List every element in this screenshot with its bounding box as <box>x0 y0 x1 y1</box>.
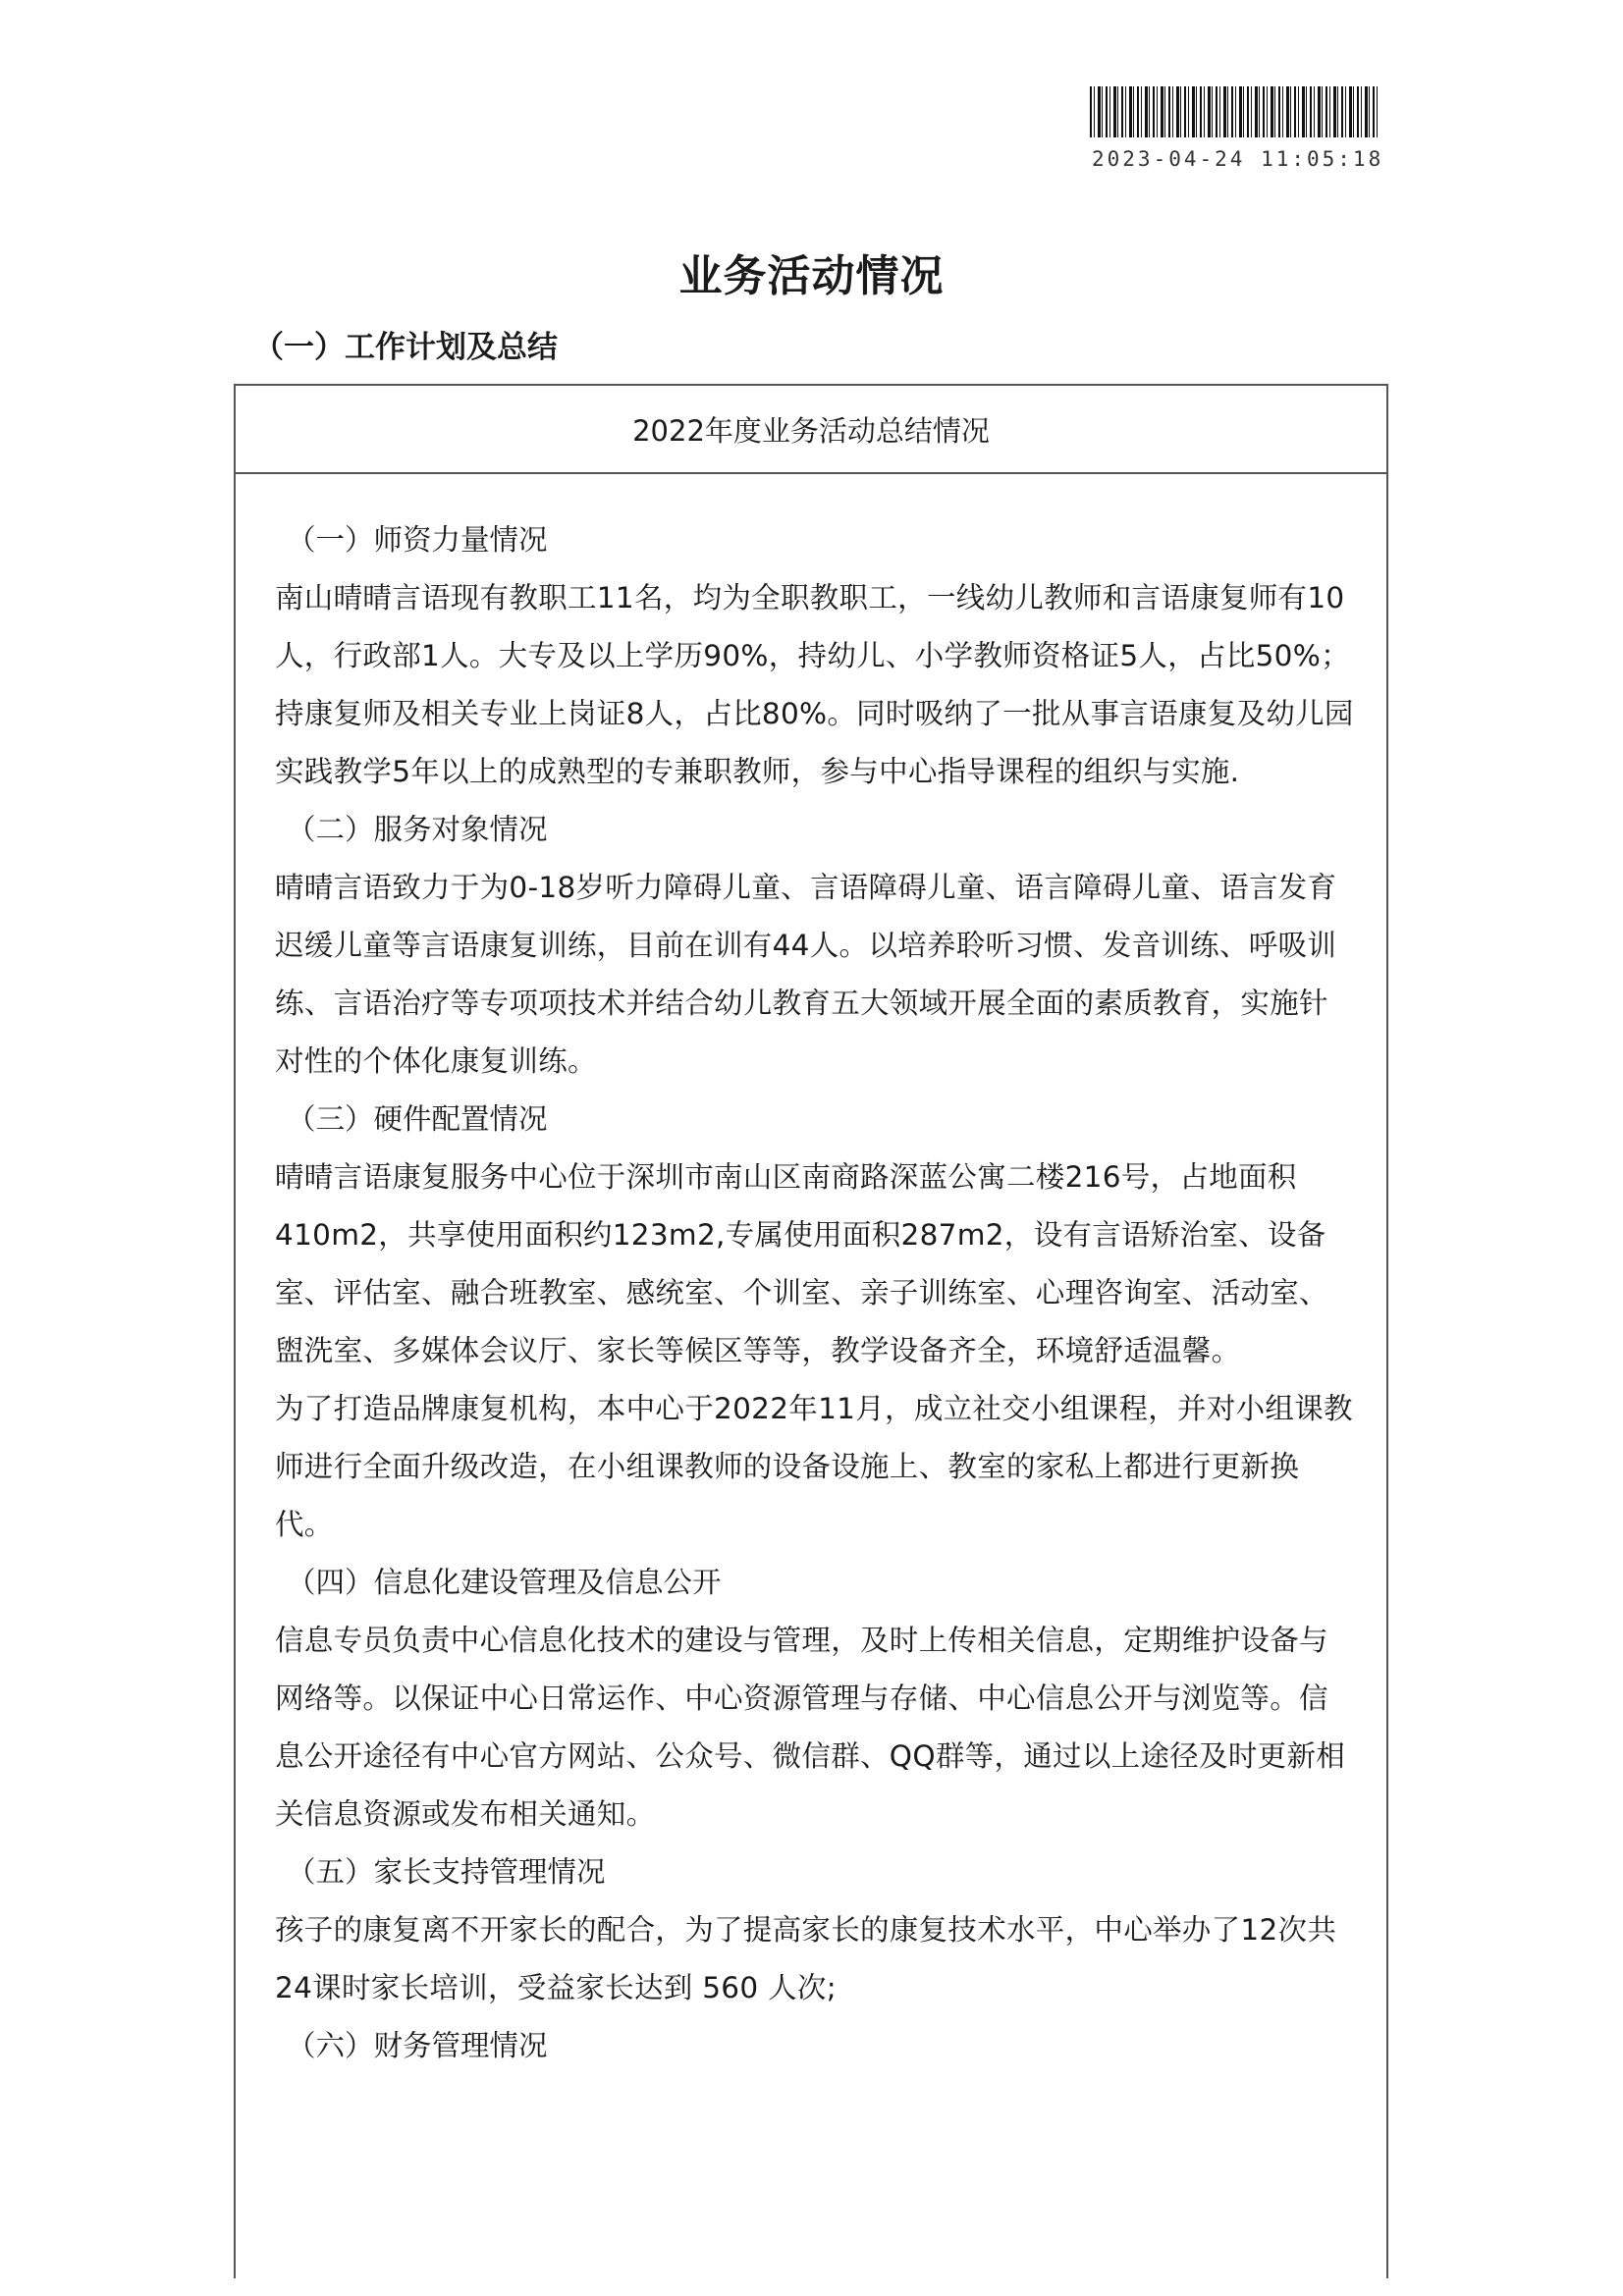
summary-table <box>234 384 1388 2278</box>
paragraph-brand-upgrade: 为了打造品牌康复机构，本中心于2022年11月，成立社交小组课程，并对小组课教师进行全面升级改造，在小组课教师的设备设施上、教室的家私上都进行更新换代。 <box>275 1392 1353 1541</box>
section-heading: （一）工作计划及总结 <box>253 330 558 365</box>
subheading-parent-support: （五）家长支持管理情况 <box>287 1855 606 1889</box>
page-title: 业务活动情况 <box>678 251 945 301</box>
subheading-teachers: （一）师资力量情况 <box>287 523 548 557</box>
timestamp: 2023-04-24 11:05:18 <box>1092 147 1384 171</box>
paragraph-parent-support: 孩子的康复离不开家长的配合，为了提高家长的康复技术水平，中心举办了12次共24课时家长培训，受益家长达到 560 人次; <box>275 1913 1337 2004</box>
subheading-service-targets: （二）服务对象情况 <box>287 813 548 846</box>
barcode <box>1090 86 1380 137</box>
paragraph-informatization: 信息专员负责中心信息化技术的建设与管理，及时上传相关信息，定期维护设备与网络等。以保证中心日常运作、中心资源管理与存储、中心信息公开与浏览等。信息公开途径有中心官方网站、公众号、微信群、QQ群等，通过以上途径及时更新相关信息资源或发布相关通知。 <box>275 1624 1346 1831</box>
paragraph-service-targets: 晴晴言语致力于为0-18岁听力障碍儿童、言语障碍儿童、语言障碍儿童、语言发育迟缓儿童等言语康复训练，目前在训有44人。以培养聆听习惯、发音训练、呼吸训练、言语治疗等专项项技术并结合幼儿教育五大领域开展全面的素质教育，实施针对性的个体化康复训练。 <box>275 871 1337 1078</box>
subheading-hardware: （三）硬件配置情况 <box>287 1102 548 1136</box>
paragraph-hardware: 晴晴言语康复服务中心位于深圳市南山区南商路深蓝公寓二楼216号，占地面积410m2，共享使用面积约123m2,专属使用面积287m2，设有言语矫治室、设备室、评估室、融合班教室、感统室、个训室、亲子训练室、心理咨询室、活动室、盥洗室、多媒体会议厅、家长等候区等等，教学设备齐全，环境舒适温馨。 <box>275 1160 1328 1367</box>
table-body <box>275 511 1357 2075</box>
paragraph-teachers: 南山晴晴言语现有教职工11名，均为全职教职工，一线幼儿教师和言语康复师有10人，行政部1人。大专及以上学历90%，持幼儿、小学教师资格证5人，占比50%；持康复师及相关专业上岗证8人，占比80%。同时吸纳了一批从事言语康复及幼儿园实践教学5年以上的成熟型的专兼职教师，参与中心指导课程的组织与实施. <box>275 581 1354 788</box>
subheading-finance: （六）财务管理情况 <box>287 2029 548 2062</box>
subheading-informatization: （四）信息化建设管理及信息公开 <box>287 1566 722 1599</box>
table-header: 2022年度业务活动总结情况 <box>236 386 1386 474</box>
